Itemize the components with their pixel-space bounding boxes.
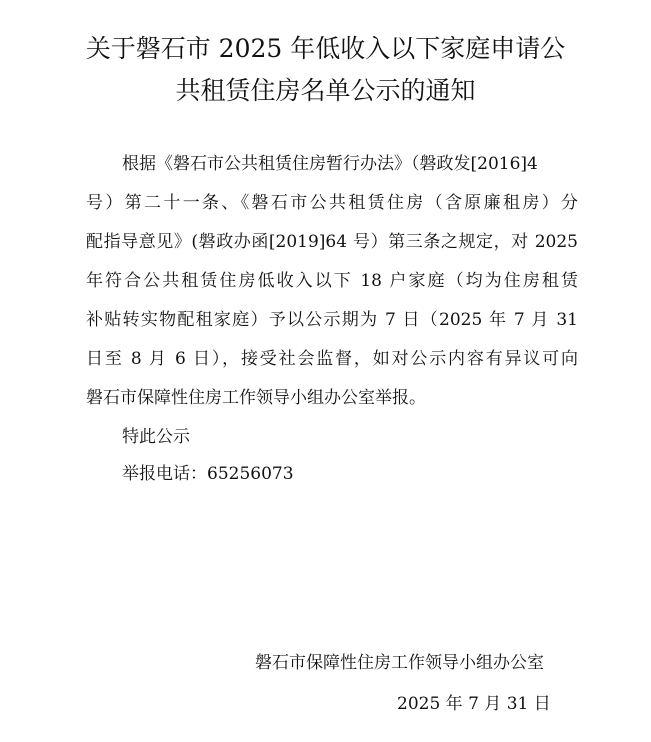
signature-organization: 磐石市保障性住房工作领导小组办公室 (255, 653, 544, 673)
body-line-1: 根据《磐石市公共租赁住房暂行办法》（磐政发[2016]4 (122, 154, 538, 174)
body-line-4: 年符合公共租赁住房低收入以下 18 户家庭（均为住房租赁 (86, 271, 578, 291)
notice-title-line-2: 共租赁住房名单公示的通知 (175, 76, 476, 105)
body-line-2: 号）第二十一条、《磐石市公共租赁住房（含原廉租房）分 (86, 193, 578, 213)
body-line-5: 补贴转实物配租家庭）予以公示期为 7 日（2025 年 7 月 31 (86, 310, 578, 330)
body-line-3: 配指导意见》(磐政办函[2019]64 号）第三条之规定，对 2025 (86, 232, 578, 252)
body-line-7: 磐石市保障性住房工作领导小组办公室举报。 (86, 388, 426, 408)
closing-text: 特此公示 (122, 427, 190, 447)
body-line-6: 日至 8 月 6 日），接受社会监督，如对公示内容有异议可向 (86, 349, 578, 369)
signature-date: 2025 年 7 月 31 日 (397, 694, 551, 714)
notice-title-line-1: 关于磐石市 2025 年低收入以下家庭申请公 (85, 34, 566, 63)
hotline-text: 举报电话：65256073 (122, 464, 294, 484)
